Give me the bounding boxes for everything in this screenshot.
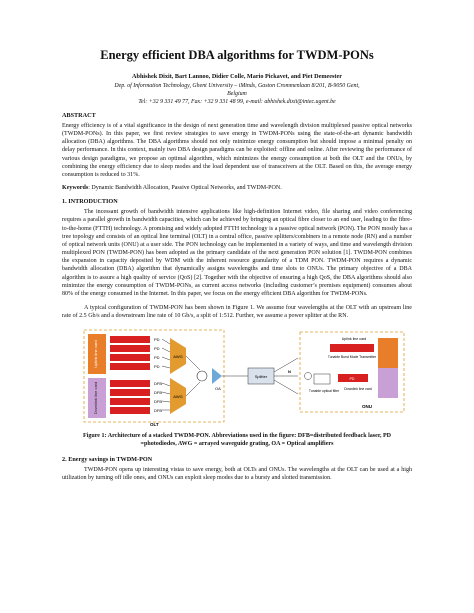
tunable-tx-label: Tunable Burst Mode Transmitter: [327, 355, 377, 360]
onu-uplink-label: Uplink line card: [341, 337, 367, 342]
n-label: N: [288, 369, 291, 375]
tunable-filter: [314, 374, 330, 384]
dfb-label: DFB: [154, 399, 162, 405]
olt-label: OLT: [150, 422, 159, 428]
circulator-icon: [197, 371, 207, 381]
onu-coupler-icon: [305, 373, 312, 380]
onu-dfb-device: [330, 344, 374, 352]
pd-label: PD: [154, 355, 160, 361]
tunable-filter-label: Tunable optical filter: [308, 389, 340, 394]
onu-downlink-block: [378, 368, 398, 398]
energy-savings-text: TWDM-PON opens up interesting vistas to save energy, both at OLTs and ONUs. The wavelengths at the OLT can be used at a high utilization by turning off idle ones, and ONUs can exploit sleep modes due to a bursty and slotted transmission.: [62, 467, 412, 482]
onu-label: ONU: [362, 404, 372, 410]
dfb-label: DFB: [154, 390, 162, 396]
splitter-label: Splitter: [254, 374, 268, 380]
oa-label: OA: [215, 386, 221, 392]
dfb-device: [110, 407, 150, 414]
keywords-line: [62, 184, 412, 192]
downlink-card-label: Downlink line card: [93, 382, 98, 415]
optical-amplifier: [212, 368, 222, 384]
paper-title: Energy efficient DBA algorithms for TWDM-PONs: [100, 48, 374, 62]
dfb-group: [110, 380, 162, 414]
introduction-heading: 1. INTRODUCTION: [62, 198, 118, 206]
figure-1-diagram: [62, 328, 412, 428]
pd-label: PD: [154, 346, 160, 352]
figure-1-caption: Figure 1: Architecture of a stacked TWDM-PON. Abbreviations used in the figure: DFB=distributed feedback laser, PD =photodiodes, AWG = arrayed waveguide grating, OA = Optical amplifiers: [82, 433, 392, 448]
dfb-device: [110, 389, 150, 396]
onu-pd-label: PD: [349, 377, 355, 382]
pd-label: PD: [154, 337, 160, 343]
author-list: Abhishek Dixit, Bart Lannoo, Didier Colle, Mario Pickavet, and Piet Demeester: [132, 73, 342, 80]
awg-label: AWG: [173, 394, 183, 400]
dfb-label: DFB: [154, 381, 162, 387]
uplink-card-label: Uplink line card: [93, 340, 98, 368]
pd-device: [110, 336, 150, 343]
pd-device: [110, 345, 150, 352]
drop-fibres: [274, 358, 298, 394]
dfb-device: [110, 398, 150, 405]
introduction-paragraph-1: The incessant growth of bandwidth intensive applications like high-definition Internet video, file sharing and video conferencing requires a parallel growth in bandwidth capacities, which can be achieved by bringing an optical fibre closer to an end user, leading to the fibre-to-the-home (FTTH) technology. A promising and widely adopted FTTH technology is a passive optical network (PON). The PON mostly has a tree topology and consists of an optical line terminal (OLT) in a central office, passive splitters/combiners in a remote node (RN) and a number of optical network units (ONU) at a user side. The PON technology can be implemented in a variety of ways, and time and wavelength division multiplexed PON (TWDM-PON) has been adopted as the primary candidate of the next generation PON solution [1]. TWDM-PON combines the expansion in capacity deposited by WDM with the inherent resource granularity of a TDM PON. TWDM-PON requires a dynamic bandwidth allocation (DBA) algorithm that dynamically assigns wavelengths and time slots to ONUs. The primary objective of a DBA algorithm is to assure a high quality of service (QoS) [2]. Together with the objective of ensuring a high QoS, the DBA algorithms should also minimize the energy consumption of TWDM-PONs, as current access networks (including customer’s premises equipment) consumes about 80% of the energy consumed in the Internet. In this paper, we focus on the energy efficient DBA algorithm for TWDM-PONs.: [62, 209, 412, 297]
awg-label: AWG: [173, 354, 183, 360]
onu-downlink-label: Downlink line card: [344, 387, 372, 392]
abstract-heading: ABSTRACT: [62, 112, 96, 119]
affiliation-line-2: Belgium: [227, 91, 247, 97]
pd-label: PD: [154, 364, 160, 370]
dfb-label: DFB: [154, 408, 162, 414]
keywords-text: : Dynamic Bandwidth Allocation, Passive Optical Networks, and TWDM-PON.: [88, 185, 282, 192]
keywords-label: Keywords: [62, 185, 89, 192]
paper-page: [62, 48, 412, 483]
architecture-svg: [62, 328, 412, 428]
contact-info: Tel: +32 9 331 49 77, Fax: +32 9 331 48 99, e-mail: abhishek.dixit@intec.ugent.be: [138, 99, 336, 105]
pd-device: [110, 354, 150, 361]
affiliation-line-1: Dep. of Information Technology, Ghent University – iMinds, Gaston Crommenlaan 8/201, B-9050 Gent,: [114, 83, 360, 89]
abstract-text: Energy efficiency is of a vital significance in the design of next generation time and wavelength division multiplexed passive optical networks (TWDM-PONs). In this paper, we first review strategies to save energy in TWDM-PONs using the state-of-the-art dynamic bandwidth allocation (DBA) algorithms. The DBA algorithms should not only minimize energy consumption but should impose a minimal penalty on delay performance. In this context, mainly two DBA design paradigms can be exploited: offline and online. After reviewing the performance of various design paradigms, we propose an optimal algorithm, which minimizes the energy consumption at both the OLT and the ONUs, by combining the energy efficiency due to sleep modes and the load dependent use of transceivers at the OLT. Based on this, the average energy consumption is reduced to 31%.: [62, 123, 412, 178]
introduction-paragraph-2: A typical configuration of TWDM-PON has been shown in Figure 1. We assume four wavelengths at the OLT with an upstream line rate of 2.5 Gb/s and a downstream line rate of 10 Gb/s, a split of 1:512. Further, we assume a power splitter at the RN.: [62, 304, 412, 320]
energy-savings-heading: 2. Energy savings in TWDM-PON: [62, 456, 153, 464]
pd-device: [110, 363, 150, 370]
pd-group: [110, 336, 160, 370]
dfb-device: [110, 380, 150, 387]
